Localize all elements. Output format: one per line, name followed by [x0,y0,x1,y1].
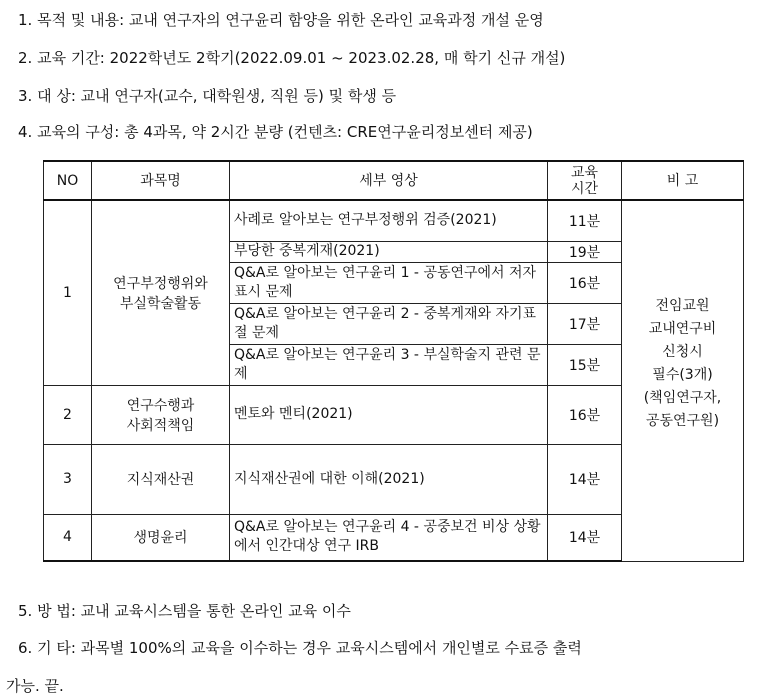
note-line: 필수(3개) [652,367,713,383]
video-time: 14분 [548,514,622,561]
video-title: 지식재산권에 대한 이해(2021) [230,444,548,514]
note-line: 교내연구비 [648,321,717,337]
row-4-no: 4 [44,514,92,561]
row-3-no: 3 [44,444,92,514]
video-time: 16분 [548,262,622,303]
note-line: 신청시 [662,344,703,360]
row-1-no: 1 [44,200,92,385]
course-table [43,160,744,562]
table-row [44,200,744,241]
header-time-line-1: 교육 [570,164,599,181]
item-6-other-continued: 가능. 끝. [6,677,64,695]
video-time: 16분 [548,385,622,444]
video-title: Q&A로 알아보는 연구윤리 3 - 부실학술지 관련 문제 [230,344,548,385]
row-1-subject [92,200,230,385]
item-6-other: 6. 기 타: 과목별 100%의 교육을 이수하는 경우 교육시스템에서 개인별로 수료증 출력 [18,639,582,657]
video-title: Q&A로 알아보는 연구윤리 2 - 중복게재와 자기표절 문제 [230,303,548,344]
video-time: 17분 [548,303,622,344]
row-2-subject [92,385,230,444]
row-2-subject-line-2: 사회적책임 [126,417,195,434]
video-title: 사례로 알아보는 연구부정행위 검증(2021) [230,200,548,241]
row-1-subject-line-1: 연구부정행위와 [113,275,208,292]
row-3-subject: 지식재산권 [92,444,230,514]
note-line: (책임연구자, [643,390,722,406]
header-note: 비 고 [622,161,744,200]
item-3-target: 3. 대 상: 교내 연구자(교수, 대학원생, 직원 등) 및 학생 등 [18,87,397,105]
video-title: 부당한 중복게재(2021) [230,241,548,262]
row-1-subject-line-2: 부실학술활동 [119,295,202,312]
note-cell [622,200,744,561]
row-2-no: 2 [44,385,92,444]
video-title: Q&A로 알아보는 연구윤리 1 - 공동연구에서 저자표시 문제 [230,262,548,303]
video-title: 멘토와 멘티(2021) [230,385,548,444]
video-time: 19분 [548,241,622,262]
row-2-subject-line-1: 연구수행과 [126,397,195,414]
video-time: 14분 [548,444,622,514]
header-time [548,161,622,200]
video-time: 11분 [548,200,622,241]
video-time: 15분 [548,344,622,385]
header-no: NO [44,161,92,200]
item-1-purpose: 1. 목적 및 내용: 교내 연구자의 연구윤리 함양을 위한 온라인 교육과정 개설 운영 [18,11,544,29]
header-subject: 과목명 [92,161,230,200]
row-4-subject: 생명윤리 [92,514,230,561]
note-line: 공동연구원) [645,413,720,429]
video-title: Q&A로 알아보는 연구윤리 4 - 공중보건 비상 상황에서 인간대상 연구 IRB [230,514,548,561]
item-5-method: 5. 방 법: 교내 교육시스템을 통한 온라인 교육 이수 [18,602,351,620]
header-time-line-2: 시간 [570,180,599,197]
header-video: 세부 영상 [230,161,548,200]
item-4-composition: 4. 교육의 구성: 총 4과목, 약 2시간 분량 (컨텐츠: CRE연구윤리정보센터 제공) [18,123,533,141]
item-2-period: 2. 교육 기간: 2022학년도 2학기(2022.09.01 ~ 2023.02.28, 매 학기 신규 개설) [18,49,566,67]
note-line: 전임교원 [655,298,710,314]
